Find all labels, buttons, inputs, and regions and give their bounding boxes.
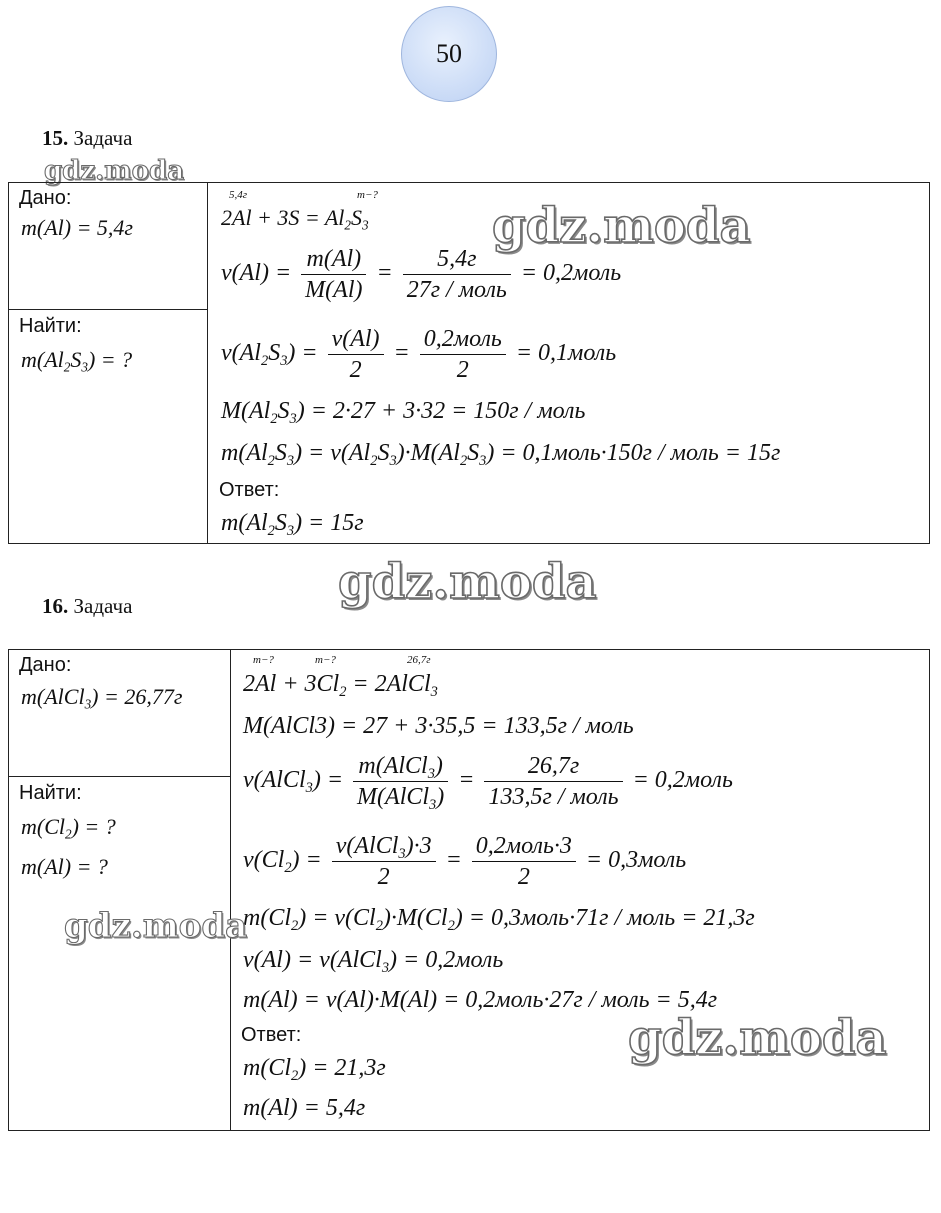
task15-line2-result: = 0,1моль xyxy=(515,340,617,367)
task16-frac4-den: 2 xyxy=(517,864,530,890)
task15-annot-unknown: m−? xyxy=(357,189,378,201)
task16-moles-alcl3: ν(AlCl$_3$) = $\frac{m(AlCl_3)}{M(AlCl_3)}$ = $\frac{26,7г}{\text{133,5г / моль}}$ = 0,2моль xyxy=(243,753,733,814)
task15-annot-mass: 5,4г xyxy=(229,189,248,201)
task16-heading xyxy=(42,594,132,619)
task15-moles-al: ν(Al) = $\frac{m(Al)}{M(Al)}$ = $\frac{5,4г}{\text{27г / моль}}$ = 0,2моль xyxy=(221,246,622,303)
task16-find1: $m(Cl_2)$ = ? xyxy=(21,814,116,842)
task16-frac2-den: 133,5г / моль xyxy=(488,784,619,810)
watermark-2: gdz.moda xyxy=(492,198,751,254)
task15-line1-lhs: ν(Al) = xyxy=(221,260,292,287)
task15-find-label: Найти: xyxy=(19,315,82,337)
task16-frac3-den: 2 xyxy=(377,864,390,890)
watermark-5: gdz.moda xyxy=(628,1010,887,1066)
task15-moles-al2s3: $\nu(Al_2S_3)$ = $\frac{\nu(Al)}{2}$ = $\frac{\text{0,2моль}}{2}$ = 0,1моль xyxy=(221,326,617,383)
page-number-badge xyxy=(401,6,497,102)
task16-reaction: $2Al + 3Cl_2$ = 2AlCl$_3$ xyxy=(243,671,438,701)
task16-answer-label: Ответ: xyxy=(241,1024,302,1046)
task16-frac3-num: ν(AlCl$_3$)·3 xyxy=(332,834,436,862)
task15-frac1-num: m(Al) xyxy=(301,247,366,275)
task16-number: 16. xyxy=(42,594,69,618)
task16-column-divider xyxy=(230,650,231,1130)
task15-line1-result: = 0,2моль xyxy=(520,260,622,287)
task15-given-label: Дано: xyxy=(19,187,72,209)
task16-nu-al: ν(Al) = ν(AlCl$_3$) = 0,2моль xyxy=(243,947,504,977)
task15-given: m(Al) = 5,4г xyxy=(21,215,134,240)
task16-annot2: m−? xyxy=(315,654,336,666)
task15-heading xyxy=(42,126,132,151)
task16-molar-mass: M(AlCl3) = 27 + 3·35,5 = 133,5г / моль xyxy=(243,713,634,739)
task15-answer-label: Ответ: xyxy=(219,479,280,501)
task16-line2-result: = 0,3моль xyxy=(585,847,687,874)
task16-mass-cl2: $m(Cl_2) = \nu(Cl_2)\cdot M(Cl_2)$ = 0,3моль·71г / моль = 21,3г xyxy=(243,905,755,935)
task16-find-label: Найти: xyxy=(19,782,82,804)
task15-frac3-num: ν(Al) xyxy=(328,327,384,355)
task15-column-divider xyxy=(207,183,208,543)
task16-title: Задача xyxy=(73,594,133,618)
watermark-3: gdz.moda xyxy=(338,554,597,610)
task16-moles-cl2: $\nu(Cl_2)$ = $\frac{\nu(AlCl_3)\cdot 3}{2}$ = $\frac{\text{0,2моль·3}}{2}$ = 0,3моль xyxy=(243,833,687,890)
task16-frac1-den: M(AlCl$_3$) xyxy=(357,784,445,814)
task16-mass-al: m(Al) = ν(Al)·M(Al) = 0,2моль·27г / моль = 5,4г xyxy=(243,987,718,1013)
task15-frac2-den: 27г / моль xyxy=(406,277,507,303)
task16-given: m(AlCl$_3$) = 26,77г xyxy=(21,684,183,712)
task15-frac3-den: 2 xyxy=(349,357,362,383)
task15-frac4-num: 0,2моль xyxy=(420,327,506,355)
task16-frac4-num: 0,2моль·3 xyxy=(472,834,576,862)
task15-answer: $m(Al_2S_3) = 15г$ xyxy=(221,510,364,540)
task15-frac1-den: M(Al) xyxy=(305,277,363,303)
task15-number: 15. xyxy=(42,126,69,150)
task15-molar-mass: $M(Al_2S_3) = 2\cdot 27 + 3\cdot 32 = 150г$ / моль xyxy=(221,398,586,428)
task16-find2: m(Al) = ? xyxy=(21,854,108,879)
task16-annot3: 26,7г xyxy=(407,654,431,666)
task15-reaction: $2Al + 3S = Al_2S_3$ xyxy=(221,205,369,233)
task16-row-divider xyxy=(9,776,230,777)
task16-frac2-num: 26,7г xyxy=(484,754,622,782)
task15-mass-calc: $m(Al_2S_3) = \nu(Al_2S_3)\cdot M(Al_2S_3)$ = 0,1моль·150г / моль = 15г xyxy=(221,440,781,470)
task16-given-label: Дано: xyxy=(19,654,72,676)
task16-frac1-num: m(AlCl$_3$) xyxy=(353,754,448,782)
page-number: 50 xyxy=(436,39,462,68)
task15-table xyxy=(8,182,930,544)
task15-find: $m(Al_2S_3)$ = ? xyxy=(21,347,133,375)
task15-title: Задача xyxy=(73,126,133,150)
task16-answer2: m(Al) = 5,4г xyxy=(243,1095,366,1121)
watermark-4: gdz.moda xyxy=(64,906,248,946)
task15-frac4-den: 2 xyxy=(456,357,469,383)
task15-frac2-num: 5,4г xyxy=(403,247,511,275)
task16-annot1: m−? xyxy=(253,654,274,666)
task16-answer1: $m(Cl_2) = 21,3г$ xyxy=(243,1055,386,1085)
task15-row-divider xyxy=(9,309,207,310)
watermark-1: gdz.moda xyxy=(44,156,185,186)
task16-line1-result: = 0,2моль xyxy=(632,767,733,794)
